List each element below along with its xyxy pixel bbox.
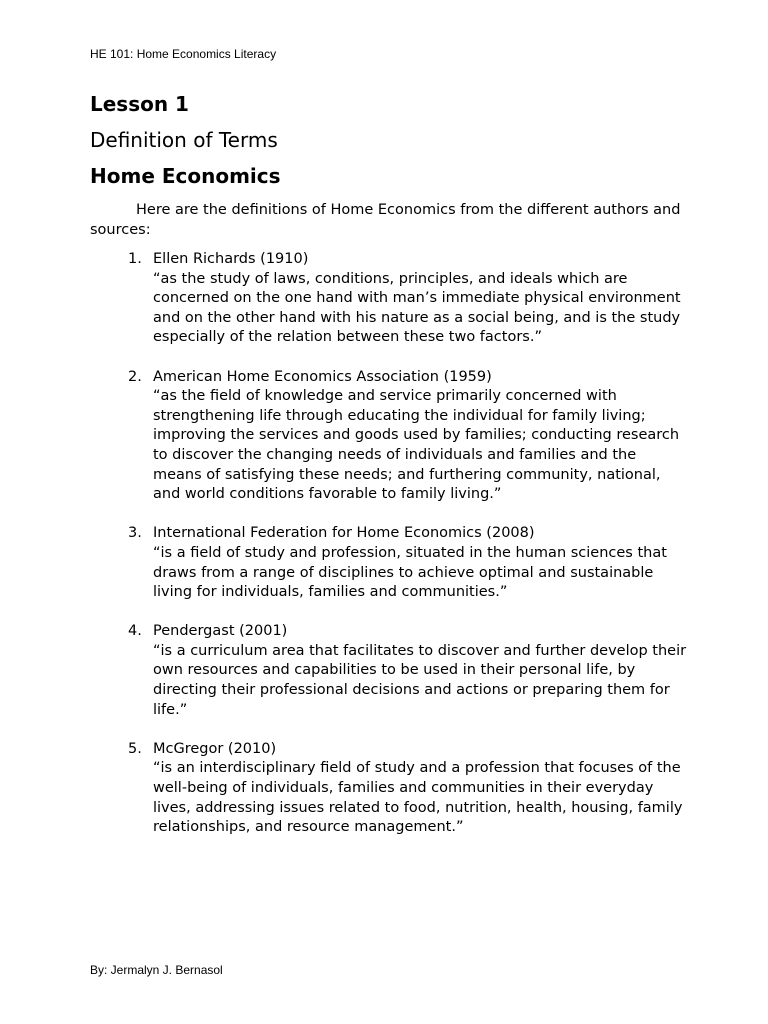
definition-item xyxy=(128,250,688,348)
definition-body xyxy=(153,368,688,505)
definition-number: 5. xyxy=(128,740,142,757)
definition-author: American Home Economics Association (1959) xyxy=(153,368,492,385)
definition-body xyxy=(153,622,688,720)
definition-body xyxy=(153,524,688,602)
definition-author: Ellen Richards (1910) xyxy=(153,251,309,267)
topic-heading: Home Economics xyxy=(90,164,281,188)
definition-body xyxy=(153,740,688,838)
page-footer: By: Jermalyn J. Bernasol xyxy=(90,963,223,977)
definition-item xyxy=(128,622,688,720)
definition-quote: “is an interdisciplinary field of study and a profession that focuses of the well-being of individuals, families and communities in their everyday lives, addressing issues related to food, nutrition, health, housing, family relationships, and resource management.” xyxy=(153,760,683,836)
definition-author: Pendergast (2001) xyxy=(153,623,288,640)
lesson-title: Lesson 1 xyxy=(90,92,189,116)
definition-author: McGregor (2010) xyxy=(153,740,277,757)
definition-quote: “as the study of laws, conditions, principles, and ideals which are concerned on the one hand with man’s immediate physical environment and on the other hand with his nature as a social being, and is the study especially of the relation between these two factors.” xyxy=(153,270,681,346)
definition-number: 2. xyxy=(128,368,142,385)
intro-paragraph: Here are the definitions of Home Economics from the different authors and sources: xyxy=(90,202,681,238)
page-header: HE 101: Home Economics Literacy xyxy=(90,47,277,61)
definition-author: International Federation for Home Economics (2008) xyxy=(153,525,535,542)
lesson-subtitle: Definition of Terms xyxy=(90,128,278,152)
definition-item xyxy=(128,524,688,602)
definition-number: 4. xyxy=(128,623,142,640)
definition-number: 3. xyxy=(128,525,142,542)
definition-body xyxy=(153,250,688,348)
definition-quote: “is a curriculum area that facilitates to discover and further develop their own resources and capabilities to be used in their personal life, by directing their professional decisions and actions or preparing them for life.” xyxy=(153,642,687,718)
definitions-list xyxy=(128,250,688,857)
definition-item xyxy=(128,740,688,838)
definition-number: 1. xyxy=(128,251,142,267)
definition-quote: “as the field of knowledge and service primarily concerned with strengthening life through educating the individual for family living; improving the services and goods used by families; conducting research to discover the changing needs of individuals and families and the means of satisfying these needs; and furthering community, national, and world conditions favorable to family living.” xyxy=(153,388,680,503)
definition-quote: “is a field of study and profession, situated in the human sciences that draws from a range of disciplines to achieve optimal and sustainable living for individuals, families and communities.” xyxy=(153,544,667,601)
definition-item xyxy=(128,368,688,505)
